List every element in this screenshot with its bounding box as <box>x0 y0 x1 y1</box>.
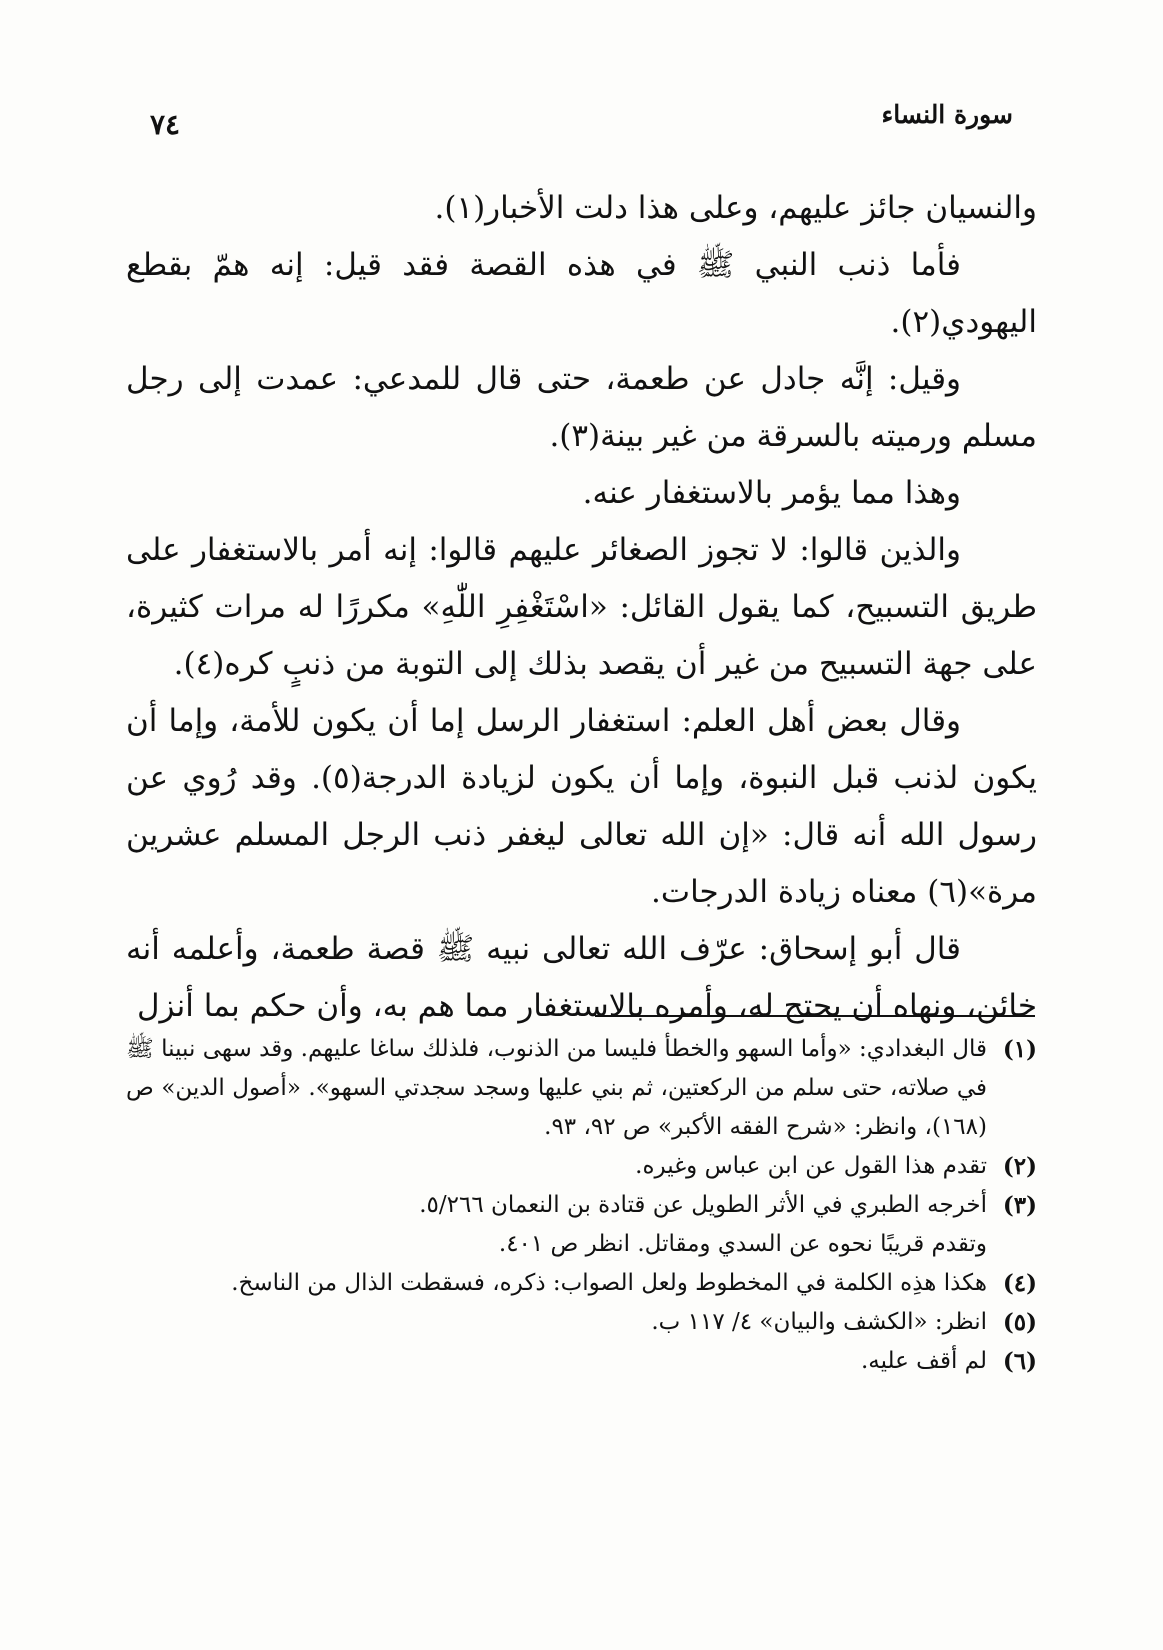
footnote-text: أخرجه الطبري في الأثر الطويل عن قتادة بن النعمان ٥/٢٦٦. <box>419 1192 987 1218</box>
running-title: سورة النساء <box>881 100 1013 129</box>
page-number: ٧٤ <box>150 108 181 141</box>
paragraph: وقال بعض أهل العلم: استغفار الرسل إما أن يكون للأمة، وإما أن يكون لذنب قبل النبوة، وإما أن يكون لزيادة الدرجة(٥). وقد رُوي عن رسول الله أنه قال: «إن الله تعالى ليغفر ذنب الرجل المسلم عشرين مرة»(٦) معناه زيادة الدرجات. <box>126 703 1037 910</box>
footnote-continuation <box>126 1225 1037 1264</box>
footnote-text: هكذا هذِه الكلمة في المخطوط ولعل الصواب: ذكره، فسقطت الذال من الناسخ. <box>231 1270 987 1296</box>
paragraph: والنسيان جائز عليهم، وعلى هذا دلت الأخبار(١). <box>434 190 1037 226</box>
paragraph: وهذا مما يؤمر بالاستغفار عنه. <box>582 475 961 511</box>
footnote <box>126 1147 1037 1186</box>
footnote <box>126 1303 1037 1342</box>
paragraph: فأما ذنب النبي ﷺ في هذه القصة فقد قيل: إنه همّ بقطع اليهودي(٢). <box>126 247 1037 340</box>
footnote-marker: (١) <box>1002 1036 1037 1063</box>
footnote-marker: (٣) <box>1002 1192 1037 1219</box>
footnote-text: قال البغدادي: «وأما السهو والخطأ فليسا من الذنوب، فلذلك ساغا عليهم. وقد سهى نبينا ﷺ في صلاته، حتى سلم من الركعتين، ثم بني عليها وسجد سجدتي السهو». «أصول الدين» ص (١٦٨)، وانظر: «شرح الفقه الأكبر» ص ٩٢، ٩٣. <box>126 1036 987 1140</box>
footnote-text: انظر: «الكشف والبيان» ٤/ ١١٧ ب. <box>651 1309 987 1335</box>
footnote <box>126 1186 1037 1225</box>
footnote <box>126 1264 1037 1303</box>
main-text <box>126 180 1037 1035</box>
footnote-separator <box>595 1015 1035 1017</box>
footnote-marker: (٢) <box>1002 1153 1037 1180</box>
footnote-marker: (٥) <box>1002 1309 1037 1336</box>
footnote-text: وتقدم قريبًا نحوه عن السدي ومقاتل. انظر ص ٤٠١. <box>498 1231 987 1257</box>
paragraph: وقيل: إنَّه جادل عن طعمة، حتى قال للمدعي: عمدت إلى رجل مسلم ورميته بالسرقة من غير بينة(٣). <box>126 361 1037 454</box>
footnote-marker: (٤) <box>1002 1270 1037 1297</box>
footnote-text: تقدم هذا القول عن ابن عباس وغيره. <box>635 1153 987 1179</box>
page-header <box>150 100 1013 150</box>
footnote <box>126 1030 1037 1147</box>
paragraph: والذين قالوا: لا تجوز الصغائر عليهم قالوا: إنه أمر بالاستغفار على طريق التسبيح، كما يقول القائل: «اسْتَغْفِرِ اللّٰهِ» مكررًا له مرات كثيرة، على جهة التسبيح من غير أن يقصد بذلك إلى التوبة من ذنبٍ كره(٤). <box>126 532 1037 682</box>
paragraph: قال أبو إسحاق: عرّف الله تعالى نبيه ﷺ قصة طعمة، وأعلمه أنه خائن، ونهاه أن يحتج له، وأمره بالاستغفار مما هم به، وأن حكم بما أنزل <box>126 931 1037 1024</box>
footnote-marker: (٦) <box>1002 1348 1037 1375</box>
footnote <box>126 1342 1037 1381</box>
footnote-text: لم أقف عليه. <box>860 1348 987 1374</box>
footnotes <box>126 1030 1037 1381</box>
